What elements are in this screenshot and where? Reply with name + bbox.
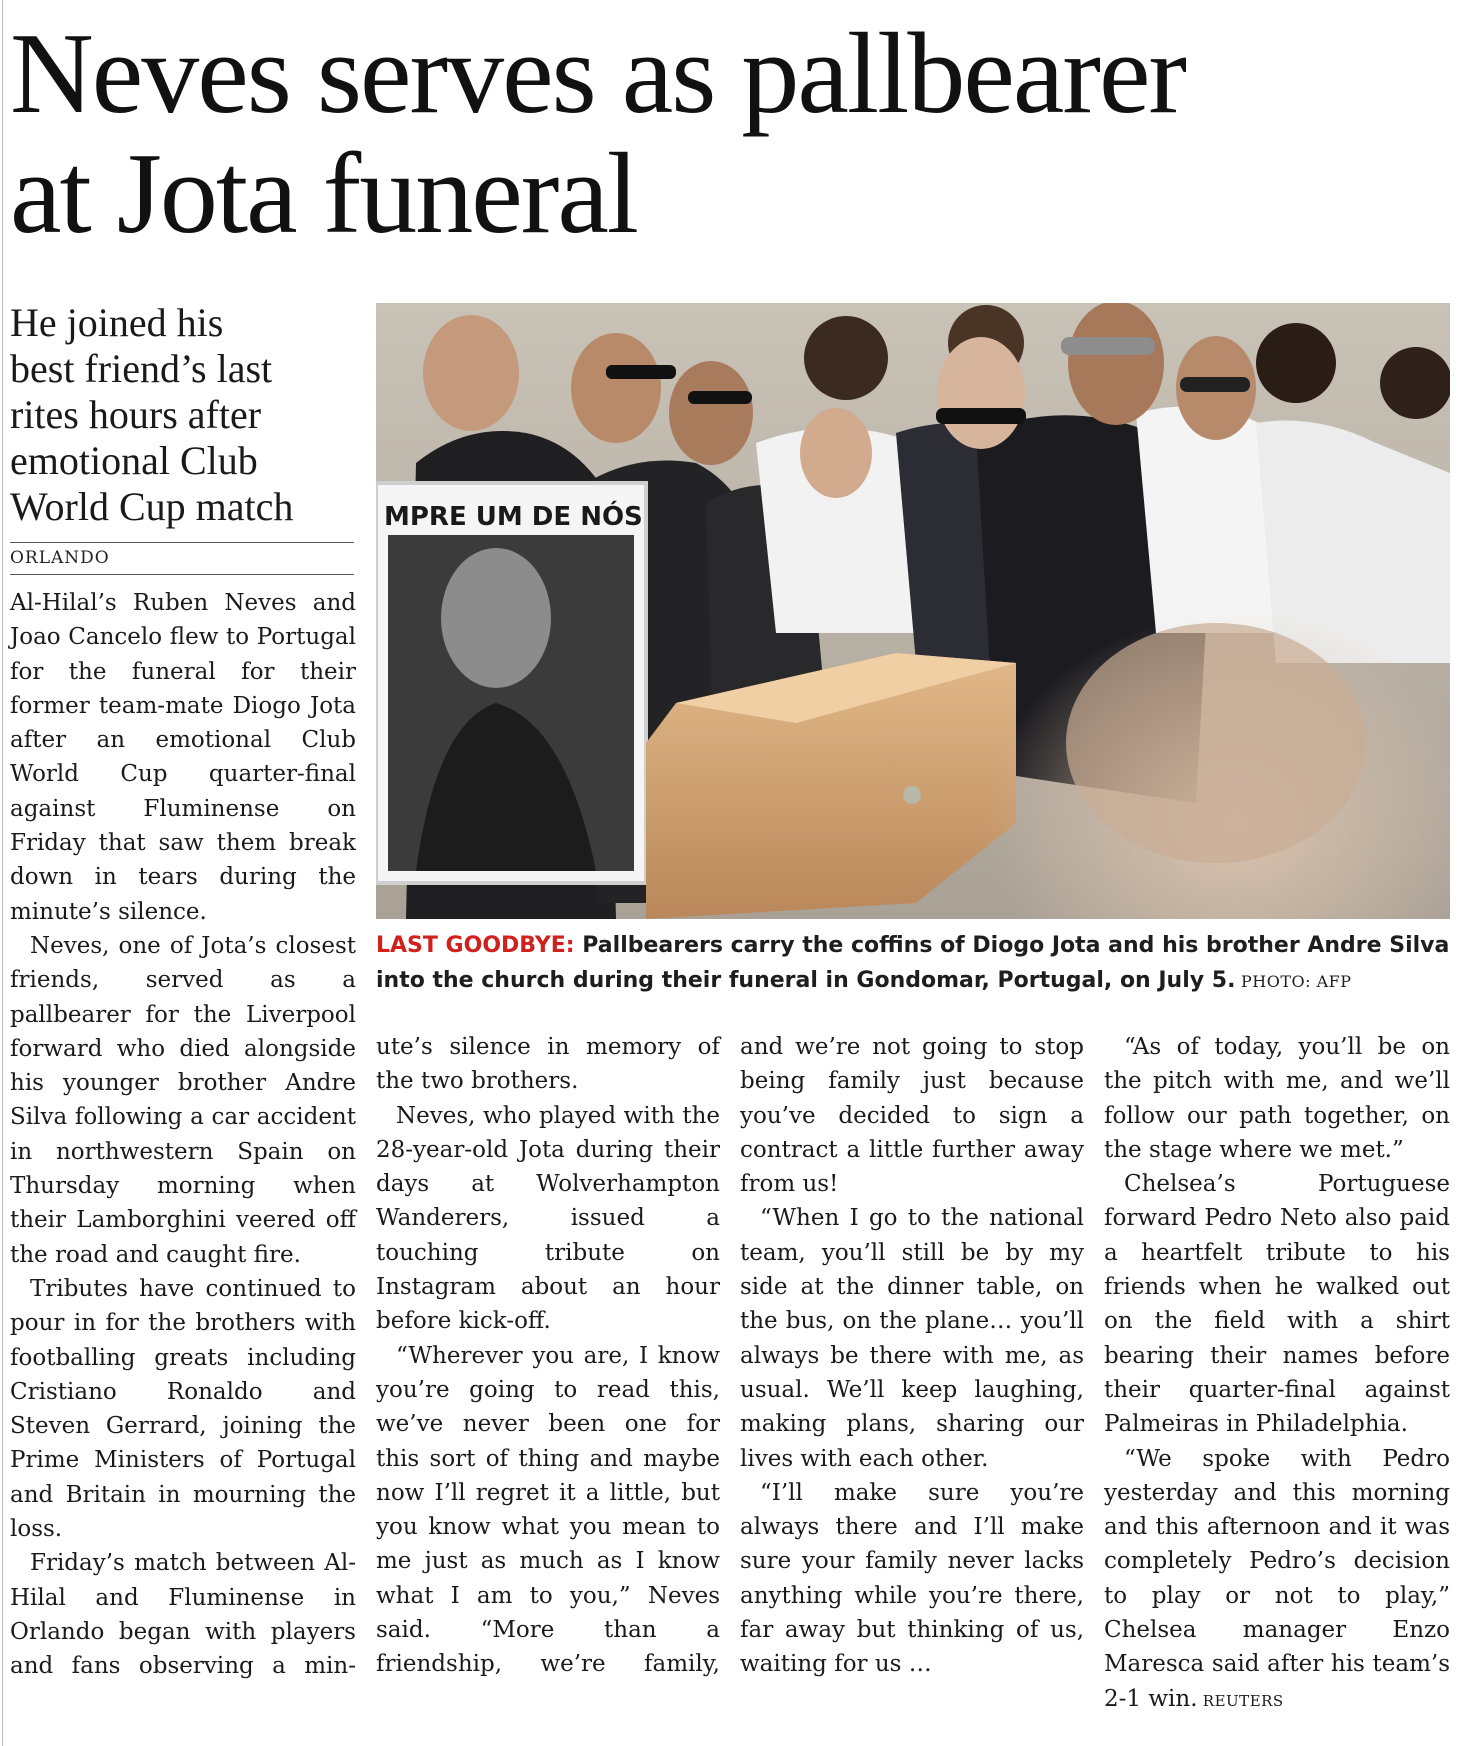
body-paragraph: “Wherever you are, I know you’re going to read this, we’ve never been one for this sort of thing and maybe now I’ll regret it a little, but you know what you mean to me just as much as I know what I am to you,” Neves said. “More than a friendship, we’re family, — [376, 1342, 720, 1678]
wire-credit: REUTERS — [1197, 1691, 1284, 1710]
body-column-4 — [1104, 1030, 1450, 1718]
body-paragraph: and we’re not going to stop being family just because you’ve decided to sign a contract a little further away from us! — [740, 1034, 1084, 1198]
page-edge-rule — [2, 0, 3, 1746]
dateline: ORLANDO — [10, 548, 110, 568]
caption-text: Pallbearers carry the coffins of Diogo Jota and his brother Andre Silva into the church during their funeral in Gondomar, Portugal, on July 5. — [376, 933, 1450, 993]
body-paragraph: Tributes have continued to pour in for the brothers with footballing greats including Cristiano Ronaldo and Steven Gerrard, joining the Prime Ministers of Portugal and Britain in mourning the loss. — [10, 1275, 356, 1543]
deck-line: emotional Club — [10, 438, 258, 483]
photo-caption — [376, 928, 1450, 999]
deck-line: World Cup match — [10, 484, 294, 529]
photo-credit: PHOTO: AFP — [1235, 972, 1352, 991]
caption-kicker: LAST GOODBYE: — [376, 933, 575, 958]
body-column-2 — [376, 1030, 720, 1682]
dateline-rule — [10, 574, 354, 575]
headline-line-2: at Jota funeral — [10, 130, 638, 258]
body-paragraph: Neves, one of Jota’s closest friends, served as a pallbearer for the Liverpool forward who died alongside his younger brother Andre Silva following a car accident in northwestern Spain on Thursday morning when their Lamborghini veered off the road and caught fire. — [10, 932, 356, 1268]
body-column-1 — [10, 586, 356, 1684]
body-paragraph: Neves, who played with the 28-year-old Jota during their days at Wolverhampton Wanderers, issued a touching tribute on Instagram about an hour before kick-off. — [376, 1102, 720, 1335]
body-paragraph: “As of today, you’ll be on the pitch with me, and we’ll follow our path together, on the stage where we met.” — [1104, 1034, 1450, 1163]
headline — [10, 10, 1450, 258]
body-paragraph: Chelsea’s Portuguese forward Pedro Neto also paid a heartfelt tribute to his friends when he walked out on the field with a shirt bearing their names before their quarter-final against Palmeiras in Philadelphia. — [1104, 1171, 1450, 1438]
headline-line-1: Neves serves as pallbearer — [10, 10, 1186, 138]
body-paragraph: Al-Hilal’s Ruben Neves and Joao Cancelo flew to Portugal for the funeral for their former team-mate Diogo Jota after an emotional Club World Cup quarter-final against Fluminense on Friday that saw them break down in tears during the minute’s silence. — [10, 590, 356, 925]
photo-illustration — [376, 303, 1450, 919]
body-paragraph: Friday’s match between Al-Hilal and Fluminense in Orlando began with players and fans observing a min- — [10, 1550, 356, 1680]
deck-line: rites hours after — [10, 392, 262, 437]
body-paragraph: ute’s silence in memory of the two brothers. — [376, 1034, 720, 1095]
body-paragraph: “When I go to the national team, you’ll still be by my side at the dinner table, on the bus, on the plane… you’ll always be there with me, as usual. We’ll keep laughing, making plans, sharing our lives with each other. — [740, 1205, 1084, 1472]
body-paragraph: “We spoke with Pedro yesterday and this morning and this afternoon and it was completely Pedro’s decision to play or not to play,” Chelsea manager Enzo Maresca said after his team’s 2-1 win. — [1104, 1445, 1450, 1712]
body-paragraph: “I’ll make sure you’re always there and I’ll make sure your family never lacks anything while you’re there, far away but thinking of us, waiting for us … — [740, 1479, 1084, 1678]
deck-line: He joined his — [10, 300, 224, 345]
dateline-rule — [10, 542, 354, 543]
sign-text: MPRE UM DE NÓS — [384, 502, 643, 532]
deck-line: best friend’s last — [10, 346, 273, 391]
subheadline-deck — [10, 300, 350, 530]
funeral-photo — [376, 303, 1450, 919]
body-column-3 — [740, 1030, 1084, 1682]
